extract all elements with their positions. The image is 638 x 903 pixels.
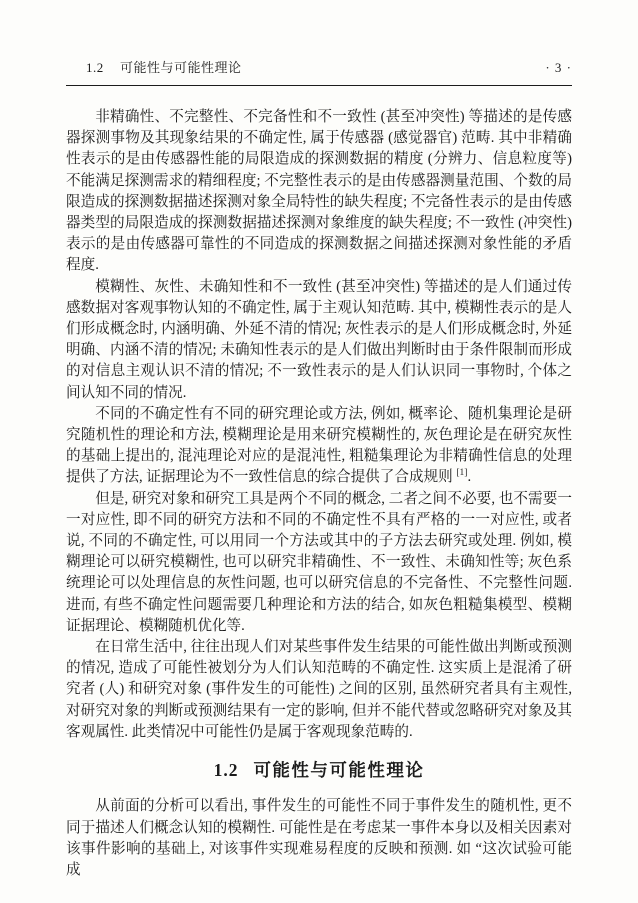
paragraph-4: 但是, 研究对象和研究工具是两个不同的概念, 二者之间不必要, 也不需要一一对应性, 即不同的研究方法和不同的不确定性不具有严格的一一对应性, 或者说, 不同的不确定性, 可以用同一个方法或其中的子方法去研究或处理. 例如, 模糊理论可以研究模糊性, 也可以研究非精确性、不一致性、未确知性等; 灰色系统理论可以处理信息的灰性问题, 也可以研究信息的不完备性、不完整性问题. 进而, 有些不确定性问题需要几种理论和方法的结合, 如灰色粗糙集模型、模糊证据理论、模糊随机优化等.	[66, 490, 572, 634]
body-text	[66, 107, 572, 881]
paragraph-2: 模糊性、灰性、未确知性和不一致性 (甚至冲突性) 等描述的是人们通过传感数据对客观事物认知的不确定性, 属于主观认知范畴. 其中, 模糊性表示的是人们形成概念时, 内涵明确、外延不清的情况; 灰性表示的是人们形成概念时, 外延明确、内涵不清的情况; 未确知性表示的是人们做出判断时由于条件限制而形成的对信息主观认识不清的情况; 不一致性表示的是人们认识同一事物时, 个体之间认知不同的情况.	[66, 278, 572, 401]
running-header-section-title: 可能性与可能性理论	[120, 60, 242, 75]
running-header-section-number: 1.2	[86, 60, 104, 75]
paragraph-5: 在日常生活中, 往往出现人们对某些事件发生结果的可能性做出判断或预测的情况, 造成了可能性被划分为人们认知范畴的不确定性. 这实质上是混淆了研究者 (人) 和研究对象 (事件发生的可能性) 之间的区别, 虽然研究者具有主观性, 对研究对象的判断或预测结果有一定的影响, 但并不能代替或忽略研究对象及其客观属性. 此类情况中可能性仍是属于客观现象范畴的.	[66, 639, 572, 740]
running-header	[66, 57, 572, 85]
citation-ref-1: [1]	[456, 468, 468, 479]
paragraph-3-text: 不同的不确定性有不同的研究理论或方法, 例如, 概率论、随机集理论是研究随机性的理论和方法, 模糊理论是用来研究模糊性的, 灰色理论是在研究灰性的基础上提出的, 混沌理论对应的是混沌性, 粗糙集理论为非精确性信息的处理提供了方法, 证据理论为不一致性信息的综合提供了合成规则	[66, 405, 572, 486]
paragraph-3	[66, 404, 572, 489]
section-heading-number: 1.2	[213, 760, 239, 781]
section-heading-title: 可能性与可能性理论	[253, 760, 425, 781]
paragraph-3-tail: .	[467, 469, 472, 486]
running-header-section	[86, 57, 242, 76]
paragraph-1: 非精确性、不完整性、不完备性和不一致性 (甚至冲突性) 等描述的是传感器探测事物及其现象结果的不确定性, 属于传感器 (感觉器官) 范畴. 其中非精确性表示的是由传感器性能的局限造成的探测数据的精度 (分辨力、信息粒度等) 不能满足探测需求的精细程度; 不完整性表示的是由传感器测量范围、个数的局限造成的探测数据描述探测对象全局特性的缺失程度; 不完备性表示的是由传感器类型的局限造成的探测数据描述探测对象维度的缺失程度; 不一致性 (冲突性) 表示的是由传感器可靠性的不同造成的探测数据之间描述探测对象性能的矛盾程度.	[66, 109, 572, 274]
page-number: · 3 ·	[545, 60, 572, 75]
section-heading	[66, 760, 572, 781]
paragraph-6: 从前面的分析可以看出, 事件发生的可能性不同于事件发生的随机性, 更不同于描述人们概念认知的模糊性. 可能性是在考虑某一事件本身以及相关因素对该事件影响的基础上, 对该事件实现难易程度的反映和预测. 如 “这次试验可能成	[66, 798, 572, 878]
header-rule	[66, 85, 572, 86]
